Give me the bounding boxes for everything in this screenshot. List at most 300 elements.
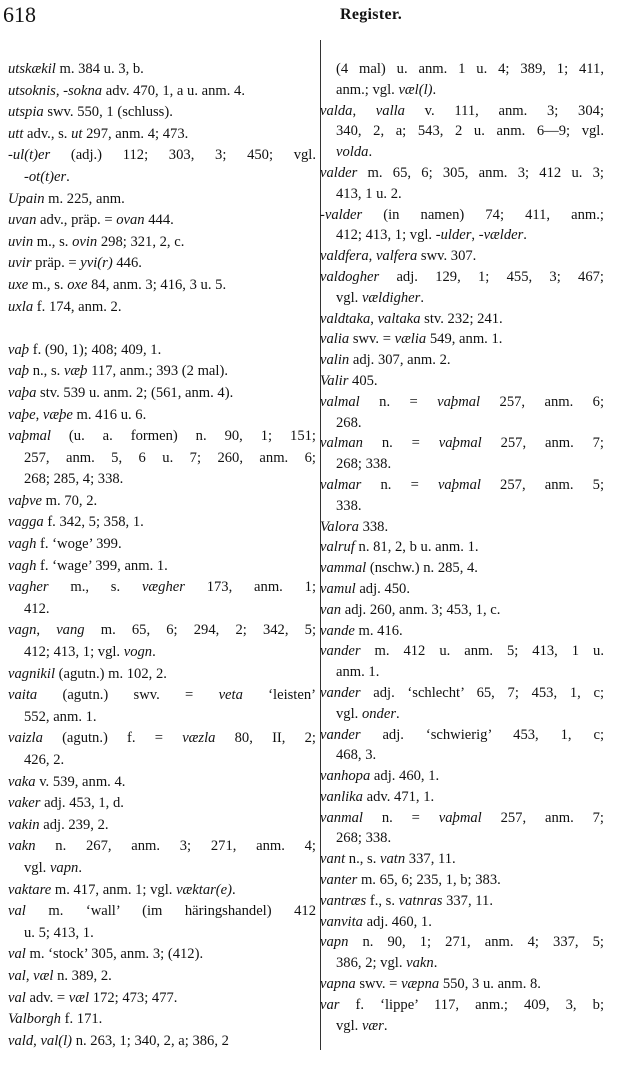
headword: -ul(t)er xyxy=(8,147,51,164)
headword: vatn xyxy=(380,851,406,868)
entry-line xyxy=(8,772,316,794)
entry-text: anm. 1. xyxy=(336,664,380,681)
entry-text: , xyxy=(36,622,57,639)
entry-line xyxy=(8,491,316,513)
index-entry xyxy=(320,163,604,205)
entry-text: m. 65, 6; 235, 1, b; 383. xyxy=(357,872,501,889)
headword: ovan xyxy=(116,212,145,229)
entry-text: vgl. xyxy=(24,859,50,876)
headword: vagher xyxy=(8,579,49,596)
index-entry xyxy=(320,600,604,621)
headword: vaktare xyxy=(8,881,52,898)
entry-text: (adj.) 112; 303, 3; 450; vgl. xyxy=(50,147,316,164)
entry-line xyxy=(8,81,316,103)
entry-line xyxy=(320,350,604,371)
entry-line xyxy=(8,599,316,621)
entry-text: (u. a. formen) n. 90, 1; 151; xyxy=(50,428,316,445)
headword: vaker xyxy=(8,795,41,812)
entry-text: . xyxy=(66,168,70,185)
entry-line xyxy=(320,808,604,829)
headword: val xyxy=(8,946,26,963)
entry-text: m. 70, 2. xyxy=(42,492,98,509)
headword: valruf xyxy=(320,539,355,556)
headword: vaþve xyxy=(8,492,43,509)
index-entry xyxy=(8,512,316,534)
entry-line xyxy=(320,683,604,704)
index-entry xyxy=(8,966,316,988)
headword: val xyxy=(8,989,26,1006)
entry-text: swv. = xyxy=(355,976,402,993)
entry-text: n., s. xyxy=(29,363,64,380)
headword: Valora xyxy=(320,518,359,535)
entry-line xyxy=(320,828,604,849)
headword: vogn xyxy=(123,644,153,661)
entry-text: präp. = xyxy=(31,255,81,272)
entry-text: , xyxy=(33,1032,41,1049)
headword: valmal xyxy=(320,393,360,410)
entry-text: 412; 413, 1; vgl. xyxy=(336,227,436,244)
entry-text: stv. 539 u. anm. 2; (561, anm. 4). xyxy=(36,384,234,401)
index-entry xyxy=(8,880,316,902)
entry-line xyxy=(320,309,604,330)
entry-text: adj. 307, anm. 2. xyxy=(349,352,451,369)
entry-text: n. 389, 2. xyxy=(53,967,112,984)
entry-text: , xyxy=(471,227,479,244)
entry-text: 552, anm. 1. xyxy=(24,708,97,725)
entry-text: . xyxy=(152,644,156,661)
index-entry xyxy=(8,944,316,966)
entry-text: u. 5; 413, 1. xyxy=(24,924,94,941)
headword: ovin xyxy=(72,233,98,250)
headword: valmar xyxy=(320,476,362,493)
entry-text: (in namen) 74; 411, anm.; xyxy=(362,206,604,223)
entry-text: (4 mal) u. anm. 1 u. 4; 389, 1; 411, xyxy=(336,61,604,77)
index-entry xyxy=(320,995,604,1037)
entry-line xyxy=(8,944,316,966)
entry-line xyxy=(8,253,316,275)
entry-line xyxy=(8,966,316,988)
index-entry xyxy=(320,350,604,371)
entry-line xyxy=(8,340,316,362)
index-entry xyxy=(8,988,316,1010)
entry-line xyxy=(8,210,316,232)
index-entry xyxy=(8,772,316,794)
index-entry xyxy=(320,766,604,787)
entry-text: 257, anm. 6; xyxy=(480,393,604,410)
index-entry xyxy=(320,974,604,995)
entry-line xyxy=(320,163,604,184)
entry-line xyxy=(320,953,604,974)
entry-line xyxy=(320,288,604,309)
entry-text: anm.; vgl. xyxy=(336,81,399,98)
entry-text: m. 65, 6; 294, 2; 342, 5; xyxy=(84,622,316,639)
index-entry xyxy=(320,475,604,517)
entry-text: n. = xyxy=(362,435,439,452)
index-entry xyxy=(8,340,316,362)
entry-line xyxy=(8,275,316,297)
headword: vagnikil xyxy=(8,665,56,682)
entry-line xyxy=(320,870,604,891)
entry-line xyxy=(320,891,604,912)
headword: vander xyxy=(320,726,361,743)
headword: væzla xyxy=(182,730,216,747)
entry-line xyxy=(320,932,604,953)
index-entry xyxy=(320,891,604,912)
entry-text: 268; 285, 4; 338. xyxy=(24,471,124,488)
entry-line xyxy=(8,1009,316,1031)
entry-text: adj. 453, 1, d. xyxy=(40,795,124,812)
entry-text: , xyxy=(55,82,64,99)
entry-line xyxy=(8,858,316,880)
entry-text: m. 225, anm. xyxy=(44,190,125,207)
entry-text: . xyxy=(433,955,438,972)
entry-text: m., s. xyxy=(33,233,73,250)
entry-text: 405. xyxy=(348,372,378,389)
headword: vatnras xyxy=(398,892,443,909)
entry-line xyxy=(320,392,604,413)
entry-line xyxy=(320,621,604,642)
headword: valla xyxy=(375,102,405,119)
entry-line xyxy=(320,704,604,725)
headword: uxe xyxy=(8,276,29,293)
entry-line xyxy=(8,750,316,772)
headword: van xyxy=(320,601,342,618)
entry-text: f., s. xyxy=(366,892,399,909)
right-column xyxy=(320,59,604,1036)
entry-text: f. ‘wage’ 399, anm. 1. xyxy=(36,557,168,574)
entry-text: f. ‘lippe’ 117, anm.; 409, 3, b; xyxy=(339,996,604,1013)
entry-line xyxy=(8,664,316,686)
entry-text: adj. 450. xyxy=(355,580,410,597)
entry-text: n. 90, 1; 271, anm. 4; 337, 5; xyxy=(348,934,604,951)
entry-text: m. 384 u. 3, b. xyxy=(55,61,144,77)
headword: utspia xyxy=(8,104,44,121)
entry-text: adj. ‘schlecht’ 65, 7; 453, 1, c; xyxy=(360,684,604,701)
entry-text: m. 417, anm. 1; vgl. xyxy=(51,881,177,898)
entry-line xyxy=(8,642,316,664)
headword: volda xyxy=(336,144,369,161)
headword: var xyxy=(320,996,340,1013)
entry-line xyxy=(320,433,604,454)
entry-line xyxy=(8,923,316,945)
headword: uxla xyxy=(8,298,34,315)
entry-text: adv., präp. = xyxy=(36,212,117,229)
headword: -ulder xyxy=(435,227,472,244)
headword: vaþmal xyxy=(8,428,51,445)
entry-text: adj. 460, 1. xyxy=(362,913,432,930)
index-entry xyxy=(320,683,604,725)
entry-text: f. 174, anm. 2. xyxy=(33,298,122,315)
index-entry xyxy=(320,267,604,309)
entry-text: 446. xyxy=(112,255,142,272)
headword: vanvita xyxy=(320,913,363,930)
entry-text: adv. 470, 1, a u. anm. 4. xyxy=(102,82,245,99)
entry-text: m. 416 u. 6. xyxy=(72,406,147,423)
entry-text: adj. ‘schwierig’ 453, 1, c; xyxy=(360,726,604,743)
entry-text: , xyxy=(352,102,376,119)
entry-line xyxy=(8,685,316,707)
entry-text: adj. 260, anm. 3; 453, 1, c. xyxy=(341,601,501,618)
entry-line xyxy=(320,142,604,163)
headword: vander xyxy=(320,684,361,701)
headword: vaþe xyxy=(8,406,36,423)
headword: uvir xyxy=(8,255,32,272)
entry-text: f. 171. xyxy=(60,1011,103,1028)
entry-text: 444. xyxy=(144,212,174,229)
entry-line xyxy=(320,787,604,808)
left-column xyxy=(8,59,316,1052)
headword: valdtaka xyxy=(320,310,371,327)
entry-text: 340, 2, a; 543, 2 u. anm. 6—9; vgl. xyxy=(336,123,604,140)
entry-text: swv. 550, 1 (schluss). xyxy=(43,104,173,121)
index-entry xyxy=(320,808,604,850)
entry-text: n. = xyxy=(359,393,438,410)
entry-line xyxy=(8,426,316,448)
entry-line xyxy=(8,189,316,211)
headword: utsoknis xyxy=(8,82,56,99)
index-entry xyxy=(8,232,316,254)
headword: Valir xyxy=(320,372,349,389)
entry-text: adv. 471, 1. xyxy=(362,788,435,805)
headword: -ot(t)er xyxy=(24,168,67,185)
entry-text: n. = xyxy=(361,476,438,493)
index-entry xyxy=(320,59,604,101)
headword: onder xyxy=(361,705,397,722)
index-entry xyxy=(320,517,604,538)
headword: væþe xyxy=(42,406,73,423)
entry-text: , xyxy=(370,310,378,327)
entry-text: adv. = xyxy=(25,989,69,1006)
entry-line xyxy=(8,145,316,167)
running-head: Register. xyxy=(340,6,403,23)
entry-text: 338. xyxy=(358,518,389,535)
entry-text: n. 81, 2, b u. anm. 1. xyxy=(354,539,479,556)
entry-text: adj. 129, 1; 455, 3; 467; xyxy=(379,268,604,285)
entry-text: swv. = xyxy=(349,331,395,348)
entry-text: adv., s. xyxy=(23,125,72,142)
entry-text: . xyxy=(396,705,400,722)
headword: vagh xyxy=(8,536,37,553)
index-entry xyxy=(8,685,316,728)
entry-text: v. 539, anm. 4. xyxy=(35,773,126,790)
entry-line xyxy=(8,405,316,427)
index-entry xyxy=(8,253,316,275)
entry-text: 412. xyxy=(24,600,50,617)
entry-line xyxy=(320,121,604,142)
index-entry xyxy=(320,912,604,933)
headword: utt xyxy=(8,125,24,142)
headword: Valborgh xyxy=(8,1011,61,1028)
entry-line xyxy=(320,413,604,434)
headword: vanter xyxy=(320,872,358,889)
headword: val xyxy=(8,967,26,984)
entry-line xyxy=(320,849,604,870)
entry-line xyxy=(320,725,604,746)
entry-text: m. 65, 6; 305, anm. 3; 412 u. 3; xyxy=(357,164,604,181)
index-entry xyxy=(8,1009,316,1031)
index-entry xyxy=(8,102,316,124)
entry-text: 413, 1 u. 2. xyxy=(336,185,402,202)
entry-text: 173, anm. 1; xyxy=(184,579,316,596)
headword: væl xyxy=(33,967,54,984)
headword: Upain xyxy=(8,190,45,207)
index-entry xyxy=(8,59,316,81)
headword: valin xyxy=(320,352,350,369)
entry-line xyxy=(320,59,604,80)
index-entry xyxy=(320,579,604,600)
entry-line xyxy=(8,728,316,750)
index-entry xyxy=(320,641,604,683)
headword: vande xyxy=(320,622,355,639)
headword: vald xyxy=(8,1032,34,1049)
index-entry xyxy=(8,189,316,211)
headword: væl(l) xyxy=(398,81,433,98)
entry-line xyxy=(320,641,604,662)
headword: -vælder xyxy=(478,227,524,244)
entry-line xyxy=(320,371,604,392)
entry-line xyxy=(8,836,316,858)
entry-text: vgl. xyxy=(336,289,362,306)
entry-text: (agutn.) m. 102, 2. xyxy=(55,665,167,682)
headword: vapn xyxy=(49,859,79,876)
headword: vaizla xyxy=(8,730,43,747)
headword: val xyxy=(8,903,26,920)
headword: valda xyxy=(320,102,353,119)
headword: ut xyxy=(71,125,83,142)
index-entry xyxy=(320,725,604,767)
headword: valia xyxy=(320,331,350,348)
index-entry xyxy=(8,664,316,686)
entry-text: m. ‘wall’ (im häringshandel) 412 xyxy=(25,903,316,920)
headword: vakin xyxy=(8,816,40,833)
entry-text: (nschw.) n. 285, 4. xyxy=(366,560,478,577)
entry-text: 337, 11. xyxy=(442,892,493,909)
entry-line xyxy=(8,361,316,383)
entry-text: n. 263, 1; 340, 2, a; 386, 2 xyxy=(72,1032,229,1049)
headword: vældigher xyxy=(361,289,421,306)
headword: vaþmal xyxy=(438,435,482,452)
entry-line xyxy=(320,662,604,683)
entry-text: 550, 3 u. anm. 8. xyxy=(439,976,541,993)
index-entry xyxy=(8,728,316,771)
headword: vanmal xyxy=(320,809,363,826)
entry-text: 257, anm. 7; xyxy=(481,435,604,452)
headword: vang xyxy=(56,622,85,639)
index-entry xyxy=(8,81,316,103)
index-entry xyxy=(320,621,604,642)
entry-line xyxy=(8,232,316,254)
index-entry xyxy=(8,901,316,944)
index-entry xyxy=(8,210,316,232)
entry-line xyxy=(320,225,604,246)
entry-line xyxy=(8,815,316,837)
entry-text: vgl. xyxy=(336,1017,362,1034)
entry-text: 257, anm. 7; xyxy=(481,809,604,826)
index-entry xyxy=(8,383,316,405)
index-entry xyxy=(320,849,604,870)
entry-line xyxy=(320,995,604,1016)
headword: vær xyxy=(361,1017,384,1034)
index-entry xyxy=(8,577,316,620)
entry-line xyxy=(8,577,316,599)
headword: væpna xyxy=(401,976,440,993)
headword: yvi(r) xyxy=(80,255,113,272)
entry-text: , xyxy=(368,248,376,265)
index-entry xyxy=(8,836,316,879)
index-entry xyxy=(8,556,316,578)
headword: -valder xyxy=(320,206,363,223)
entry-line xyxy=(320,766,604,787)
entry-text: m., s. xyxy=(28,276,68,293)
headword: valdogher xyxy=(320,268,380,285)
index-entry xyxy=(320,205,604,247)
headword: væktar(e) xyxy=(176,881,232,898)
entry-line xyxy=(8,124,316,146)
entry-text: . xyxy=(383,1017,388,1034)
headword: veta xyxy=(218,687,243,704)
index-entry xyxy=(8,491,316,513)
entry-line xyxy=(320,517,604,538)
entry-text: n. = xyxy=(362,809,439,826)
entry-line xyxy=(8,534,316,556)
entry-line xyxy=(8,469,316,491)
headword: uvin xyxy=(8,233,34,250)
headword: væl xyxy=(68,989,90,1006)
entry-line xyxy=(8,901,316,923)
headword: vaþmal xyxy=(437,393,481,410)
headword: vaþa xyxy=(8,384,37,401)
index-entry xyxy=(8,405,316,427)
entry-line xyxy=(8,59,316,81)
entry-text: 386, 2; vgl. xyxy=(336,955,407,972)
headword: valman xyxy=(320,435,363,452)
headword: vaþ xyxy=(8,363,30,380)
entry-text: 257, anm. 5; xyxy=(480,476,604,493)
entry-text: m., s. xyxy=(48,579,142,596)
entry-text: m. 416. xyxy=(354,622,403,639)
index-entry xyxy=(8,361,316,383)
entry-text: 298; 321, 2, c. xyxy=(97,233,185,250)
entry-text: stv. 232; 241. xyxy=(420,310,503,327)
entry-line xyxy=(8,556,316,578)
entry-text: f. ‘woge’ 399. xyxy=(36,536,122,553)
headword: vamul xyxy=(320,580,356,597)
index-entry xyxy=(320,392,604,434)
entry-text: 412; 413, 1; vgl. xyxy=(24,644,124,661)
headword: valfera xyxy=(375,248,418,265)
entry-line xyxy=(8,448,316,470)
headword: vantræs xyxy=(320,892,367,909)
index-entry xyxy=(8,297,316,319)
entry-line xyxy=(8,167,316,189)
headword: valtaka xyxy=(377,310,421,327)
entry-line xyxy=(320,974,604,995)
entry-line xyxy=(320,537,604,558)
entry-text: m. 412 u. anm. 5; 413, 1 u. xyxy=(360,643,604,660)
index-entry xyxy=(8,275,316,297)
headword: vander xyxy=(320,643,361,660)
entry-line xyxy=(8,512,316,534)
entry-line xyxy=(320,558,604,579)
headword: vaþ xyxy=(8,341,30,358)
index-entry xyxy=(8,1031,316,1053)
headword: val(l) xyxy=(40,1032,73,1049)
entry-line xyxy=(320,600,604,621)
index-entry xyxy=(320,309,604,330)
index-entry xyxy=(320,329,604,350)
headword: utskækil xyxy=(8,61,56,77)
entry-line xyxy=(8,707,316,729)
